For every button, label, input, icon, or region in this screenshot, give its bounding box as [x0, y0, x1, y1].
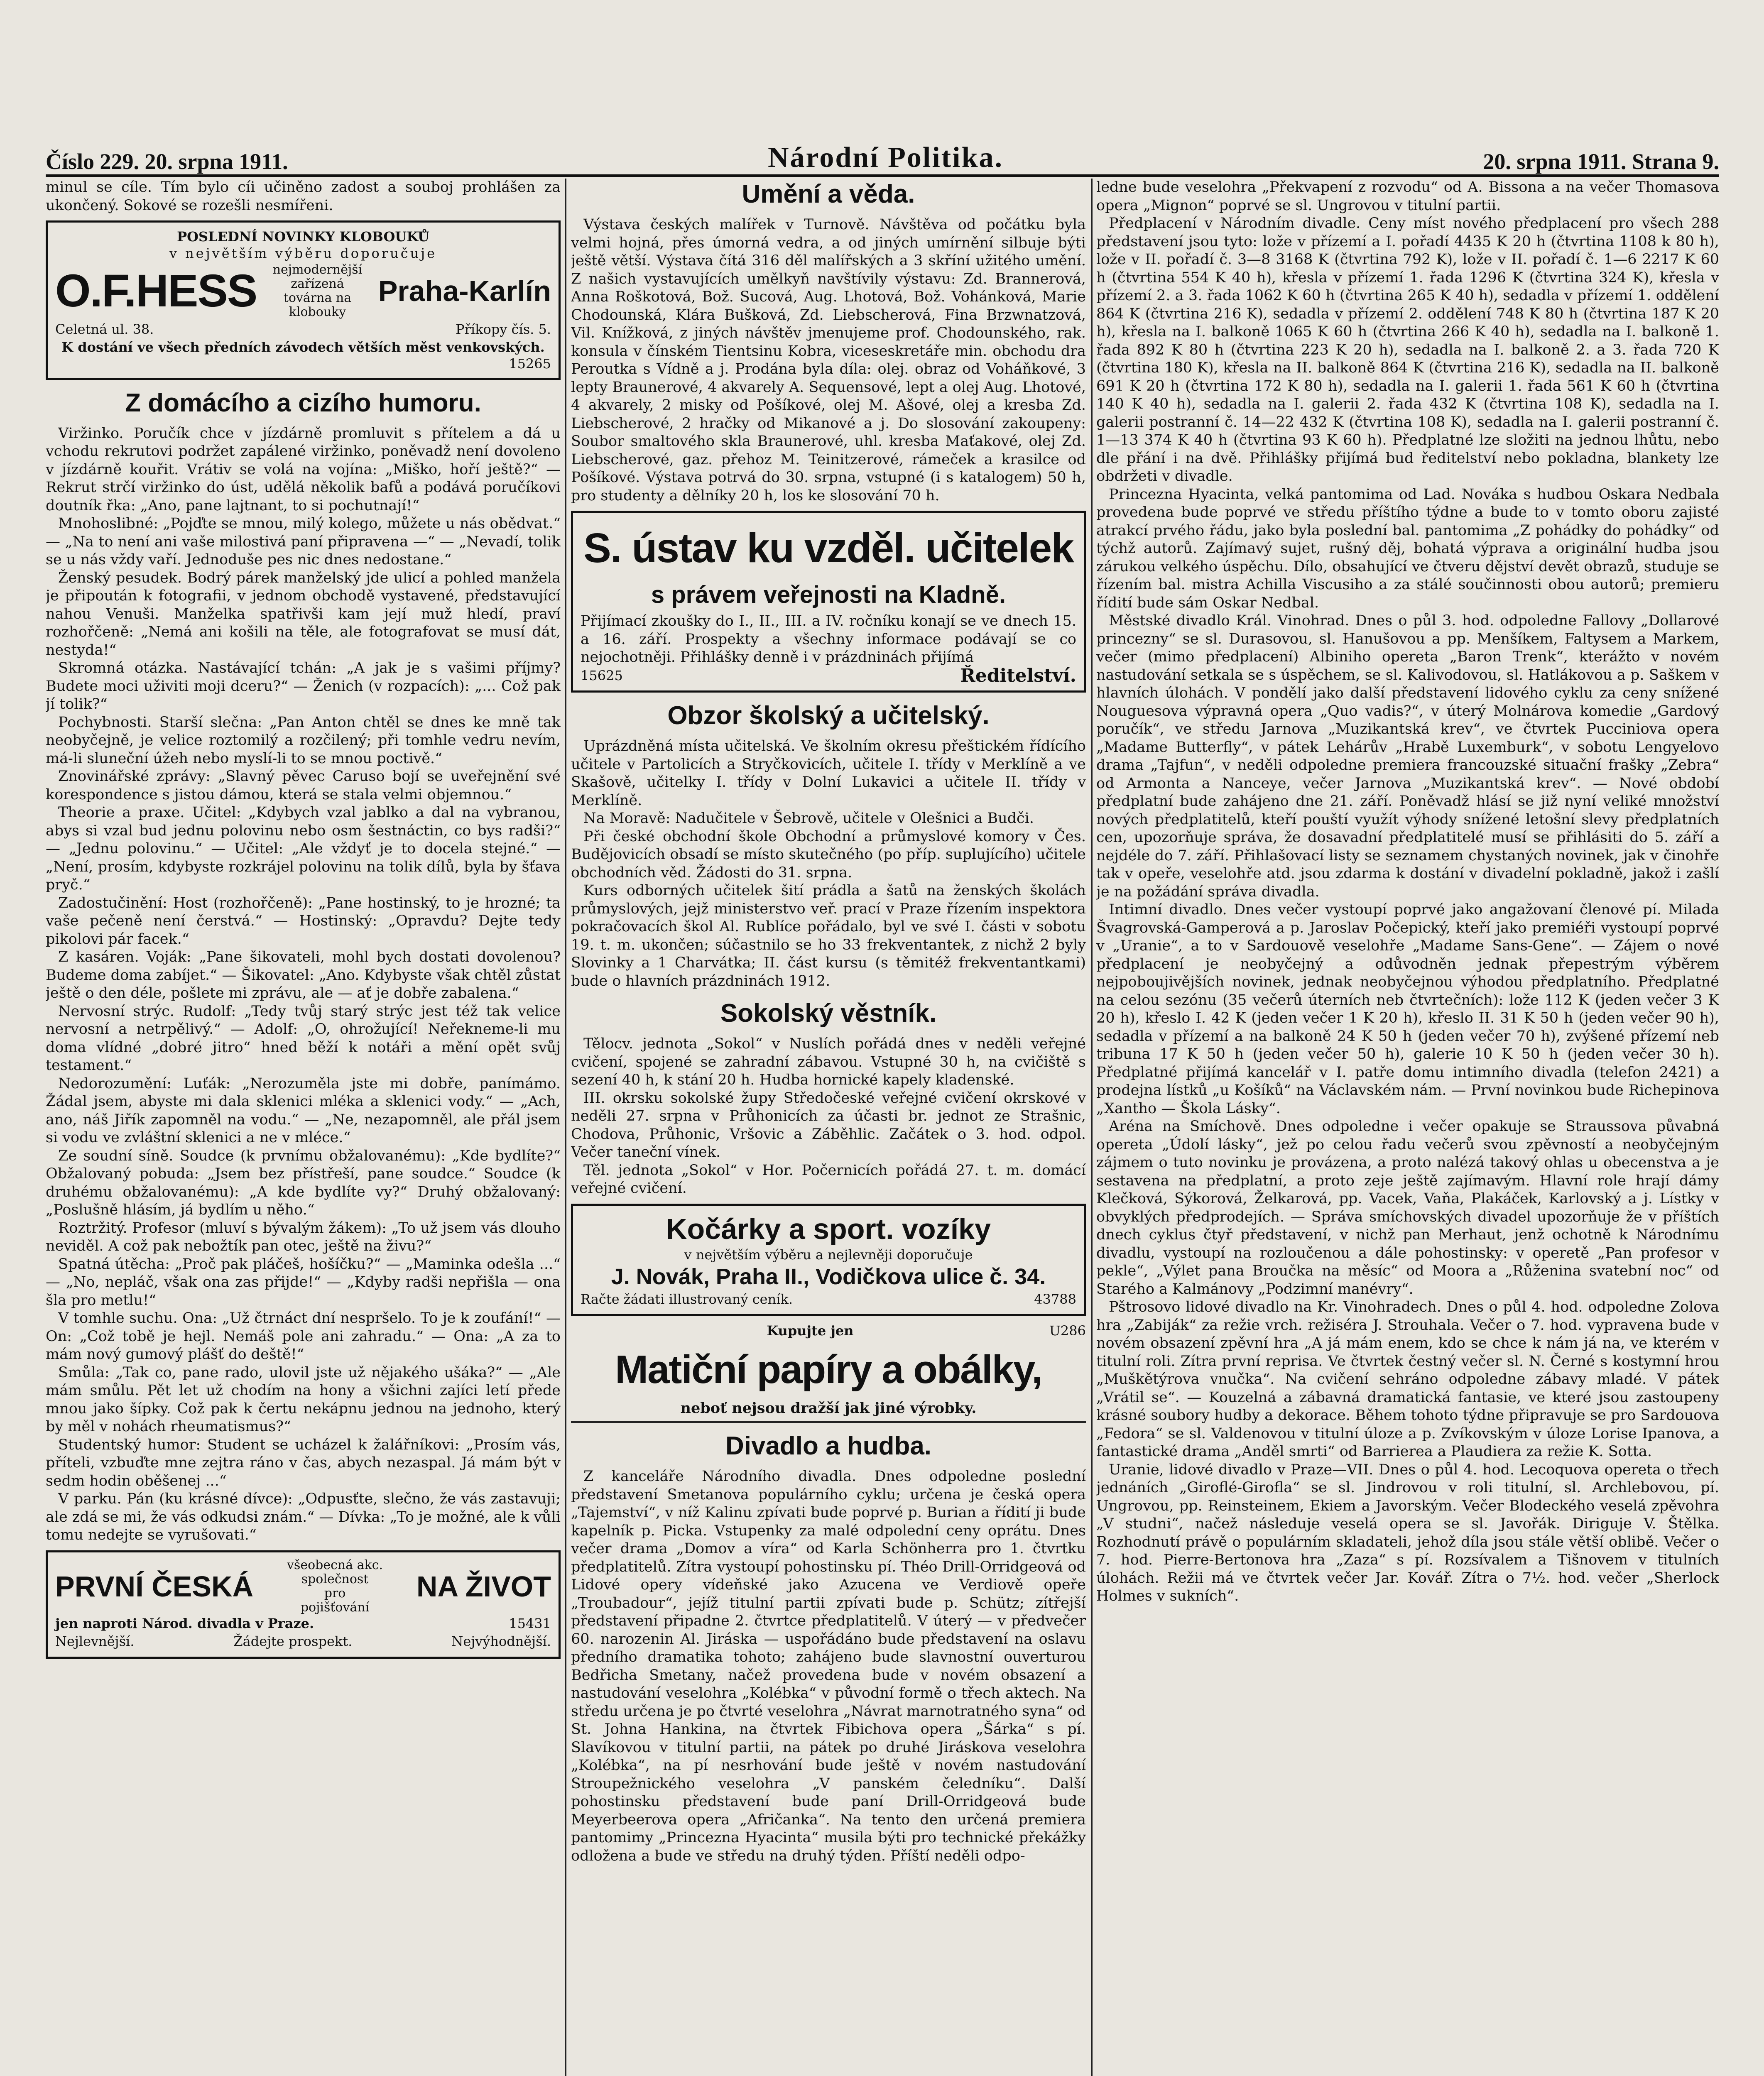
- ad-line: jen naproti Národ. divadla v Praze.: [55, 1615, 314, 1631]
- ad-number: 15431: [509, 1615, 551, 1631]
- joke-paragraph: Skromná otázka. Nastávající tchán: „A jak je s vašimi příjmy? Budete moci uživiti moji dceru?“ — Ženich (v rozpacích): „... Což pak jí tolik?“: [46, 660, 561, 712]
- column-divider: [565, 179, 566, 2076]
- ad-middle-text: [287, 1558, 383, 1615]
- ad-line: pojišťování: [300, 1600, 370, 1615]
- ad-line: pro: [324, 1586, 346, 1601]
- ad-line: neboť nejsou dražší jak jiné výrobky.: [680, 1399, 977, 1417]
- article-paragraph: Výstava českých malířek v Turnově. Návštěva od počátku byla velmi hojná, přes úmorná vedra, a od jiných umírnění silbuje býti ještě větší. Výstava čítá 316 děl malířských a 3 skříní užitého umění. Z našich vystavujících umělkyň navštívily výstavu: Zd. Brannerová, Anna Roškotová, Bož. Sucová, Aug. Lhotová, Bož. Vohánková, Marie Chodounská, Klára Bušková, Zd. Liebscherová, Fina Brzwnatzová, Vil. Knížková, z jiných návštěv jmenujeme prof. Chodounského, rak. konsula v čínském Tientsinu Kobra, viceseskretáře min. obchodu dra Peroutka s Vídně a j. Prodána byla díla: olej. obraz od Voháňkové, 3 lepty Braunerové, 4 akvarely A. Sequensové, lept a olej Aug. Lhotové, 4 akvarely, 2 misky od Pošíkové, olej M. Ašové, olej a kresba Zd. Liebscherové, 2 hračky od Mikanové a j. Do slosování zakoupeny: Soubor smaltového skla Braunerové, uhl. kresba Maťakové, olej Zd. Liebscherové, gaz. přehoz M. Teinitzerové, rámeček a krasilce od Pošíkové. Výstava potrvá do 30. srpna, vstupné (i s katalogem) 50 h, pro studenty a dělníky 20 h, los ke slosování 70 h.: [571, 216, 1086, 504]
- ad-footer: Nejvýhodnější.: [451, 1633, 551, 1649]
- column-2: [571, 179, 1086, 2076]
- joke-paragraph: Ženský pesudek. Bodrý párek manželský jde ulicí a pohled manžela je připoután k fotografii, v jednom obchodě vystavené, představující nahou Venuši. Manželka spatřivši kam její muž hledí, praví rozhořčeně: „Nemá ani košili na těle, ale fotografovat se musí dát, nestyda!“: [46, 569, 561, 659]
- ad-footer-row: [581, 1290, 1076, 1309]
- joke-paragraph: Nervosní strýc. Rudolf: „Tedy tvůj starý strýc jest též tak velice nervosní a netrpělivý.“ — Adolf: „O, ohrožující! Neřekneme-li mu doma vlídné „dobré jitro“ hned běží k notáři a mění opět svůj testament.“: [46, 1003, 561, 1074]
- ad-address-row: [55, 321, 551, 339]
- ad-footer-row: [581, 667, 1076, 685]
- section-heading: Divadlo a hudba.: [725, 1432, 932, 1460]
- joke-paragraph: Pochybnosti. Starší slečna: „Pan Anton chtěl se dnes ke mně tak neobyčejně, je velice roztomilý a rozčilený; při tomhle vedru nevím, má-li sluneční úžeh nebo myslí-li to se mnou poctivě.“: [46, 714, 561, 767]
- article-paragraph: Intimní divadlo. Dnes večer vystoupí poprvé jako angažovaní členové pí. Milada Švagrovská-Gamperová a p. Jaroslav Počepický, kteří jako premiéři vystoupí poprvé v „Uranie“, a to v Sardouově veselohře „Madame Sans-Gene“. — Zájem o nové předplacení je neobyčejný a odůvodněn jednak přepestrým výběrem nejpoboujivějších novinek, jednak neobyčejnou výhodou předplatního. Předplatné na celou sezónu (35 večerů úterních neb čtvrtečních): lože 112 K (jeden večer 3 K 20 h), křeslo I. 42 K (jeden večer 1 K 20 h), křeslo II. 31 K 50 h (jeden večer 90 h), sedadla v přízemí a na balkoně 24 K 50 h (jeden večer 70 h), zvýšené přízemí neb tribuna 17 K 50 h (jeden večer 50 h), galerie 10 K 50 h (jeden večer 30 h). Předplatné přijímá kancelář v I. patře domu intimního divadla (telefon 2421) a prodejna lístků „u Košíků“ na Václavském nám. — První novinkou bude Richepinova „Xantho — Škola Lásky“.: [1096, 901, 1719, 1117]
- ad-headline: Kočárky a sport. vozíky: [666, 1212, 991, 1245]
- column-3: [1096, 179, 1719, 2076]
- section-heading: Sokolský věstník.: [720, 999, 937, 1028]
- ad-signature: Ředitelství.: [960, 665, 1076, 686]
- paper-advertisement: [571, 1322, 1086, 1417]
- section-heading: Obzor školský a učitelský.: [667, 701, 990, 730]
- ad-footer-row: [55, 1633, 551, 1651]
- joke-paragraph: Viržinko. Poručík chce v jízdárně promluvit s přítelem a dá u vchodu rekrutovi podržet zapálené viržinko, poněvadž není dovoleno v jízdárně kouřit. Vrátiv se volá na vojína: „Miško, hoří ještě?“ — Rekrut strčí viržinko do úst, udělá několik bafů a podává poručíkovi doutník řka: „Ano, pane lajtnant, to si pochutnají!“: [46, 425, 561, 514]
- joke-paragraph: Znovinářské zprávy: „Slavný pěvec Caruso bojí se uveřejnění své korespondence s jistou dámou, která se stala velmi objemnou.“: [46, 768, 561, 803]
- ad-number: 43788: [1034, 1291, 1076, 1307]
- joke-paragraph: Roztržitý. Profesor (mluví s bývalým žákem): „To už jsem vás dlouho neviděl. A což pak nebožtík pan otec, ještě na živu?“: [46, 1219, 561, 1254]
- article-paragraph: Na Moravě: Nadučitele v Šebrově, učitele v Olešnici a Budči.: [583, 810, 1034, 827]
- hess-hat-advertisement: [46, 220, 561, 380]
- stroller-advertisement: [571, 1204, 1086, 1317]
- joke-paragraph: Z kasáren. Voják: „Pane šikovateli, mohl bych dostati dovolenou? Budeme doma zabíjet.“ — Šikovatel: „Ano. Kdybyste však chtěl zůstat ještě o den déle, pošlete mi zprávu, ale — ať je dobře zabalena.“: [46, 949, 561, 1001]
- ad-subheadline: s právem veřejnosti na Kladně.: [651, 581, 1006, 608]
- ad-address: Příkopy čís. 5.: [456, 321, 551, 337]
- joke-paragraph: Nedorozumění: Luťák: „Nerozuměla jste mi dobře, panímámo. Žádal jsem, abyste mi dala sklenici mléka a sklenici vody.“ — „Ach, ano, náš Jiřík zapomněl na vodu.“ — „Ne, nezapomněl, ale přál jsem si vodu ve zvláštní sklenici a ne v mléce.“: [46, 1075, 561, 1146]
- ad-number: 15265: [509, 355, 551, 372]
- joke-paragraph: Ze soudní síně. Soudce (k prvnímu obžalovanému): „Kde bydlíte?“ Obžalovaný pobuda: „Jsem bez přístřeší, pane soudce.“ Soudce (k druhému obžalovanému): „A kde bydlíte vy?“ Druhý obžalovaný: „Poslušně hlásím, já bydlím u něho.“: [46, 1147, 561, 1218]
- joke-paragraph: V tomhle suchu. Ona: „Už čtrnáct dní nespršelo. To je k zoufání!“ — On: „Což tobě je hejl. Nemáš pole ani zahradu.“ — Ona: „A za to mám nový gumový plášť do deště!“: [46, 1310, 561, 1363]
- joke-paragraph: Spatná útěcha: „Proč pak pláčeš, hošíčku?“ — „Maminka odešla ...“ — „No, nepláč, však ona zas přijde!“ — „Kdyby radši nepřišla — ona šla pro metlu!“: [46, 1256, 561, 1309]
- article-paragraph: Z kanceláře Národního divadla. Dnes odpoledne poslední představení Smetanova populárního cyklu; určena je česká opera „Tajemství“, v níž Kalinu zpívati bude poprvé p. Burian a řídití ji bude kapelník p. Picka. Vstupenky za malé odpolední ceny oprátu. Dnes večer drama „Domov a víra“ od Karla Schönherra pro 1. čtvrtku předplatitelů. Zítra vystoupí pohostinsku pí. Théo Drill-Orridgeová od Lidové opery vídeňské jako Azucena ve Verdiově opeře „Troubadour“, jejíž titulní partii zpívati bude p. Schütz; zítřejší představení připadne 2. čtvrtce předplatitelů. V úterý — v předvečer 60. narozenin Al. Jiráska — uspořádáno bude představení na oslavu předního dramatika tohoto; zahájeno bude slavnostní ouverturou Bedřicha Smetany, načež provedena bude v novém obsazení a nastudování veselohra „Kolébka“ v původní formě o třech aktech. Na středu určena je po čtvrté veselohra „Návrat marnotratného syna“ od St. Johna Hankina, na čtvrtek Fibichova opera „Šárka“ s pí. Slavíkovou v titulní partii, na pátek po druhé Jiráskova veselohra „Kolébka“, na pí nesrhování bude ještě v novém nastudování Stroupežnického veselohra „V panském čeledníku“. Další pohostinsku představení bude paní Drill-Orridgeová bude Meyerbeerova opera „Afričanka“. Na tento den určená premiera pantomimy „Princezna Hyacinta“ musila býti pro technické překážky odložena a bude ve středu na druhý týden. Příští neděli odpo-: [571, 1468, 1086, 1864]
- date-page-number: 20. srpna 1911. Strana 9.: [1483, 149, 1719, 174]
- ad-address: Celetná ul. 38.: [55, 321, 154, 337]
- article-paragraph: III. okrsku sokolské župy Středočeské veřejné cvičení okrskové v neděli 27. srpna v Průhonicích za účasti br. jednot ze Strašnic, Chodova, Průhonic, Vršovic a Záběhlic. Začátek o 3. hod. odpol. Večer taneční vínek.: [571, 1089, 1086, 1160]
- article-paragraph: Kurs odborných učitelek šití prádla a šatů na ženských školách průmyslových, jejž ministerstvo veř. prací v Praze řízením inspektora pokračovacích škol Al. Rublíce pořádalo, byl ve své I. části v sobotu 19. t. m. ukončen; súčastnilo se ho 33 frekventantek, z nichž 2 byly Slovinky a 1 Charvátka; II. část kursu (s těmitéž frekventantkami) bude o hlavních prázdninách 1912.: [571, 882, 1086, 989]
- ad-footer: Žádejte prospekt.: [233, 1633, 353, 1649]
- ad-line: v největším výběru a nejlevněji doporučuje: [684, 1246, 973, 1263]
- article-paragraph: Tělocv. jednota „Sokol“ v Nuslích pořádá dnes v neděli veřejné cvičení, spojené se zahradní zábavou. Vstupné 30 h, na cvičiště s sezení 40 h, k stání 20 h. Hudba hornické kapely kladenské.: [571, 1036, 1086, 1088]
- ad-body: Přijímací zkoušky do I., II., III. a IV. ročníku konají se ve dnech 15. a 16. září. Prospekty a všechny informace podávají se co nejochotněji. Přihlášky denně i v prázdninách přijímá: [581, 613, 1076, 666]
- ad-brand-row: [55, 1558, 551, 1615]
- ad-line: společnost: [301, 1572, 369, 1586]
- joke-paragraph: Zadostučinění: Host (rozhořčeně): „Pane hostinský, to je hrozné; ta vaše pečeně není čerstvá.“ — Hostinský: „Opravdu? Dejte tedy pikolovi pár facek.“: [46, 894, 561, 947]
- section-heading: Umění a věda.: [742, 180, 915, 208]
- column-divider: [1091, 179, 1093, 2076]
- ad-footer: Nejlevnější.: [55, 1633, 135, 1649]
- article-paragraph: Městské divadlo Král. Vinohrad. Dnes o půl 3. hod. odpoledne Fallovy „Dollarové princezny“ se sl. Durasovou, sl. Hanušovou a pp. Menšíkem, Faltysem a Markem, večer (mimo předplacení) Albiniho opereta „Baron Trenk“, kterážto v novém nastudování setkala se s úspěchem, se sl. Kalivodovou, sl. Hatlákovou a p. Saškem v hlavních úlohách. V pondělí jako další představení lidového cyklu za ceny snížené Nouguesova výpravná opera „Quo vadis?“, v úterý Molnárova komedie „Gardový poručík“, ve středu Jarnova „Muzikantská krev“, ve čtvrtek Pucciniova opera „Madame Butterfly“, v pátek Lehárův „Hrabě Luxemburk“, v sobotu Lengyelovo drama „Tajfun“, v neděli odpoledne premiera francouzské situační frašky „Zebra“ od Armonta a Nanceye, večer Jarnova „Muzikantská krev“. — Nové období předplatní bude zahájeno dne 21. září. Poněvadž hlásí se již nyní veliké množství nových předplatitelů, kteří pouští využít výhody snížené letošní slevy předplatních cen, upozorňuje správa, že dosavadní předplatitelé musí se přihlásiti do 5. září a nejdéle do 7. září. Přihlašovací listy se seznamem chystaných novinek, jak v činohře tak v opeře, veselohře atd. jsou zdarma k dostání v divadelní pokladně, jakož i zašlí je na požádání správa divadla.: [1096, 612, 1719, 900]
- ad-line: v největším výběru doporučuje: [169, 245, 437, 261]
- ad-brand-row: [55, 262, 551, 321]
- joke-paragraph: Mnohoslibné: „Pojďte se mnou, milý kolego, můžete u nás obědvat.“ — „Na to není ani vaše milostivá paní připravena —“ — „Nevadí, tolik se u nás vždy vaří. Jednoduše pes nic dnes nedostane.“: [46, 515, 561, 568]
- article-paragraph: Uranie, lidové divadlo v Praze—VII. Dnes o půl 4. hod. Lecoquova opereta o třech jednáních „Giroflé-Girofla“ se sl. Jindrovou v roli titulní, sl. Archlebovou, pí. Ungrovou, pp. Reinsteinem, Ekiem a Javorským. Večer Blodeckého veselá zpěvohra „V studni“, načež následuje veselá opera se sl. Javořák. Diriguje V. Štělka. Rozhodnutí právě o populárním skladateli, jehož díla jsou stále větší oblibě. Večer o 7. hod. Pierre-Bertonova hra „Zaza“ s pí. Rozsívalem a Tišnovem v titulních úlohách. Režii má ve čtvrtek večer Jar. Kovář. Zítra o 7½. hod. večer „Sherlock Holmes v sukních“.: [1096, 1461, 1719, 1604]
- ad-headline-right: NA ŽIVOT: [416, 1570, 551, 1603]
- article-paragraph: Předplacení v Národním divadle. Ceny míst nového předplacení pro všech 288 představení jsou tyto: lože v přízemí a I. pořadí 4435 K 20 h (čtvrtina 1108 k 80 h), lože v II. pořadí č. 3—8 3168 K (čtvrtina 792 K), lože v II. pořadí č. 1—6 2217 K 60 h (čtvrtina 554 K 40 h), křesla v přízemí 1. řada 1296 K (čtvrtina 324 K), křesla v přízemí 2. a 3. řada 1062 K 60 h (čtvrtina 265 K 40 h), sedadla v přízemí 1. oddělení 864 K (čtvrtina 216 K), sedadla v přízemí 2. oddělení 748 K 80 h (čtvrtina 187 K 20 h), křesla na I. balkoně 1065 K 60 h (čtvrtina 266 K 40 h), sedadla na I. balkoně 1. řada 892 K 80 h (čtvrtina 223 K 20 h), sedadla na I. balkoně 2. a 3. řada 720 K (čtvrtina 180 K), křesla na II. balkoně 864 K (čtvrtina 216 K), sedadla na II. balkoně 691 K 20 h (čtvrtina 172 K 80 h), sedadla na I. galerii 1. řada 561 K 60 h (čtvrtina 140 K 40 h), sedadla na I. galerii 2. řada 432 K (čtvrtina 108 K), sedadla na I. galerii postranní č. 14—22 432 K (čtvrtina 108 K), sedadla na I. galerii postranní č. 1—13 374 K 40 h (čtvrtina 93 K 60 h). Předplatné lze složiti na jednou lhůtu, nebo dle přání i na dvě. Přihlášky přijímá bud ředitelství nebo pokladna, blankety lze obdržeti v divadle.: [1096, 215, 1719, 485]
- ad-line: POSLEDNÍ NOVINKY KLOBOUKŮ: [177, 229, 429, 245]
- article-paragraph: Při české obchodní škole Obchodní a průmyslové komory v Čes. Budějovicích obsadí se místo skutečného (po příp. suplujícího) učitele obchodních věd. Žádosti do 31. srpna.: [571, 828, 1086, 881]
- ad-headline: Matiční papíry a obálky,: [615, 1347, 1042, 1392]
- ad-company: J. Novák, Praha II., Vodičkova ulice č. 34.: [611, 1264, 1046, 1289]
- joke-paragraph: Theorie a praxe. Učitel: „Kdybych vzal jablko a dal na vybranou, abys si vzal bud jednu polovinu nebo osm šestnáctin, co bys radši?“ — „Jednu polovinu.“ — Učitel: „Ale vždyť je to docela stejné.“ — „Není, prosím, kdybyste rozkrájel polovinu na tolik dílů, byla by šťava pryč.“: [46, 804, 561, 893]
- brand-city: Praha-Karlín: [378, 275, 551, 307]
- newspaper-title: Národní Politika.: [767, 142, 1003, 174]
- joke-paragraph: V parku. Pán (ku krásné dívce): „Odpusťte, slečno, že vás zastavuji; ale zdá se mi, že vás odkudsi znám.“ — Dívka: „To je možné, ale k vůli tomu nedejte se vyrušovati.“: [46, 1491, 561, 1543]
- article-continuation: minul se cíle. Tím bylo cíi učiněno zadost a souboj prohlášen za ukončený. Sokové se rozešli nesmířeni.: [46, 179, 561, 214]
- divider: [571, 1421, 1086, 1423]
- article-paragraph: Pštrosovo lidové divadlo na Kr. Vinohradech. Dnes o půl 4. hod. odpoledne Zolova hra „Zabiják“ za režie vrch. režiséra J. Strouhala. Večer o 7. hod. vypravena bude v novém obsazení zpěvní hra „A já mám enem, kdo se chce k nám já na, ve kterém v titulní roli. Zítra první reprisa. Ve čtvrtek čestný večer sl. N. Černé s kostymní hrou „Muškětýrova vnučka“. Na cvičení sehráno odpoledne zábavy mladé. V pátek „Vrátil se“. — Kouzelná a zábavná dramatická fantasie, ve které jsou zastoupeny krásné soubory hudby a dekorace. Během tohoto týdne připravuje se pro Sardouova „Fedora“ se sl. Valdenovou v titulní úloze a p. Zvíkovským v úloze Lorise Ipanova, a fantastické drama „Anděl smrti“ od Barrierea a Plaudiera za režie K. Sotta.: [1096, 1299, 1719, 1460]
- article-paragraph: Uprázdněná místa učitelská. Ve školním okresu přeštickém řídícího učitele v Partolicích a Stryčkovicích, učitele I. třídy v Merklíně a ve Skašově, učitelky I. třídy v Dolní Lukavici a učitele II. třídy v Merklíně.: [571, 738, 1086, 809]
- section-heading: Z domácího a cizího humoru.: [125, 388, 481, 417]
- article-paragraph: Aréna na Smíchově. Dnes odpoledne i večer opakuje se Straussova půvabná opereta „Údolí lásky“, jež po celou řadu večerů svou zpěvností a neobyčejným zájmem o tuto novinku je provázena, a proto nalézá takový ohlas u obecenstva a je sestavena na předplatní, a proto zeje ještě zajímavým. Hlavní role hrají dámy Klečková, Sýkorová, Želkarová, pp. Vacek, Vaňa, Plakáček, Karlovský a j. Lístky v obvyklých předprodejích. — Správa smíchovských divadel upozorňuje že v příštích dnech cyklus čtyř představení, v nichž pan Merhaut, jenž ochotně k Národnímu divadlu, vystoupí na rozloučenou a dále pohostinsky: v operetě „Pan profesor v pekle“, „Výlet pana Broučka na měsíc“ od Moora a „Růženina svatební noc“ od Starého a Kalmánovy „Podzimní manévry“.: [1096, 1118, 1719, 1298]
- ad-top-row: [571, 1322, 1086, 1340]
- article-paragraph: Princezna Hyacinta, velká pantomima od Lad. Nováka s hudbou Oskara Nedbala provedena bude poprvé ve středu příštího týdne a bude to v tomto oboru zajisté atrakcí prvého řádu, jako byla poslední bal. pantomima „Z pohádky do pohádky“ od týchž autorů. Zajímavý sujet, rušný děj, bohatá výprava a originální hudba jsou zárukou velkého úspěchu. Dílo, obsahující ve čtveru dějství devět obrazů, studuje se řízením bal. mistra Achilla Viscusiho a za stálé součinnosti obou autorů; premieru řídití bude sám Oskar Nedbal.: [1096, 486, 1719, 611]
- teacher-institute-advertisement: [571, 511, 1086, 693]
- masthead: [46, 137, 1719, 177]
- ad-line: všeobecná akc.: [287, 1557, 383, 1572]
- ad-line: K dostání ve všech předních závodech větších měst venkovských.: [61, 339, 545, 355]
- joke-paragraph: Studentský humor: Student se ucházel k žalářníkovi: „Prosím vás, příteli, vzbuďte mne zejtra ráno v čas, abych nezaspal. Já mám být v sedm hodin oběšenej ...“: [46, 1436, 561, 1489]
- insurance-advertisement: [46, 1550, 561, 1659]
- ad-info-row: [55, 1615, 551, 1633]
- ad-headline-left: PRVNÍ ČESKÁ: [55, 1570, 254, 1603]
- ad-number: U286: [1049, 1323, 1086, 1339]
- ad-headline: S. ústav ku vzděl. učitelek: [583, 525, 1073, 571]
- ad-line: Kupujte jen: [767, 1323, 854, 1339]
- ad-number: 15625: [581, 667, 623, 683]
- ad-line: Račte žádati illustrovaný ceník.: [581, 1291, 793, 1307]
- ad-description: nejmodernější zařízená továrna na klobouky: [272, 262, 363, 319]
- issue-number-date: Číslo 229. 20. srpna 1911.: [46, 149, 288, 174]
- article-continuation: ledne bude veselohra „Překvapení z rozvodu“ od A. Bissona a na večer Thomasova opera „Mignon“ poprvé se sl. Ungrovou v titulní partii.: [1096, 179, 1719, 214]
- joke-paragraph: Smůla: „Tak co, pane rado, ulovil jste už nějakého ušáka?“ — „Ale mám smůlu. Pět let už chodím na hony a všichni zajíci letí přede mnou jako šípky. Což pak k čertu nekápnu jednou na jednoho, který by měl v nohách rheumatismus?“: [46, 1364, 561, 1435]
- column-1: [46, 179, 561, 2076]
- brand-name: O.F.HESS: [55, 265, 257, 316]
- article-paragraph: Těl. jednota „Sokol“ v Hor. Počernicích pořádá 27. t. m. domácí veřejné cvičení.: [571, 1162, 1086, 1197]
